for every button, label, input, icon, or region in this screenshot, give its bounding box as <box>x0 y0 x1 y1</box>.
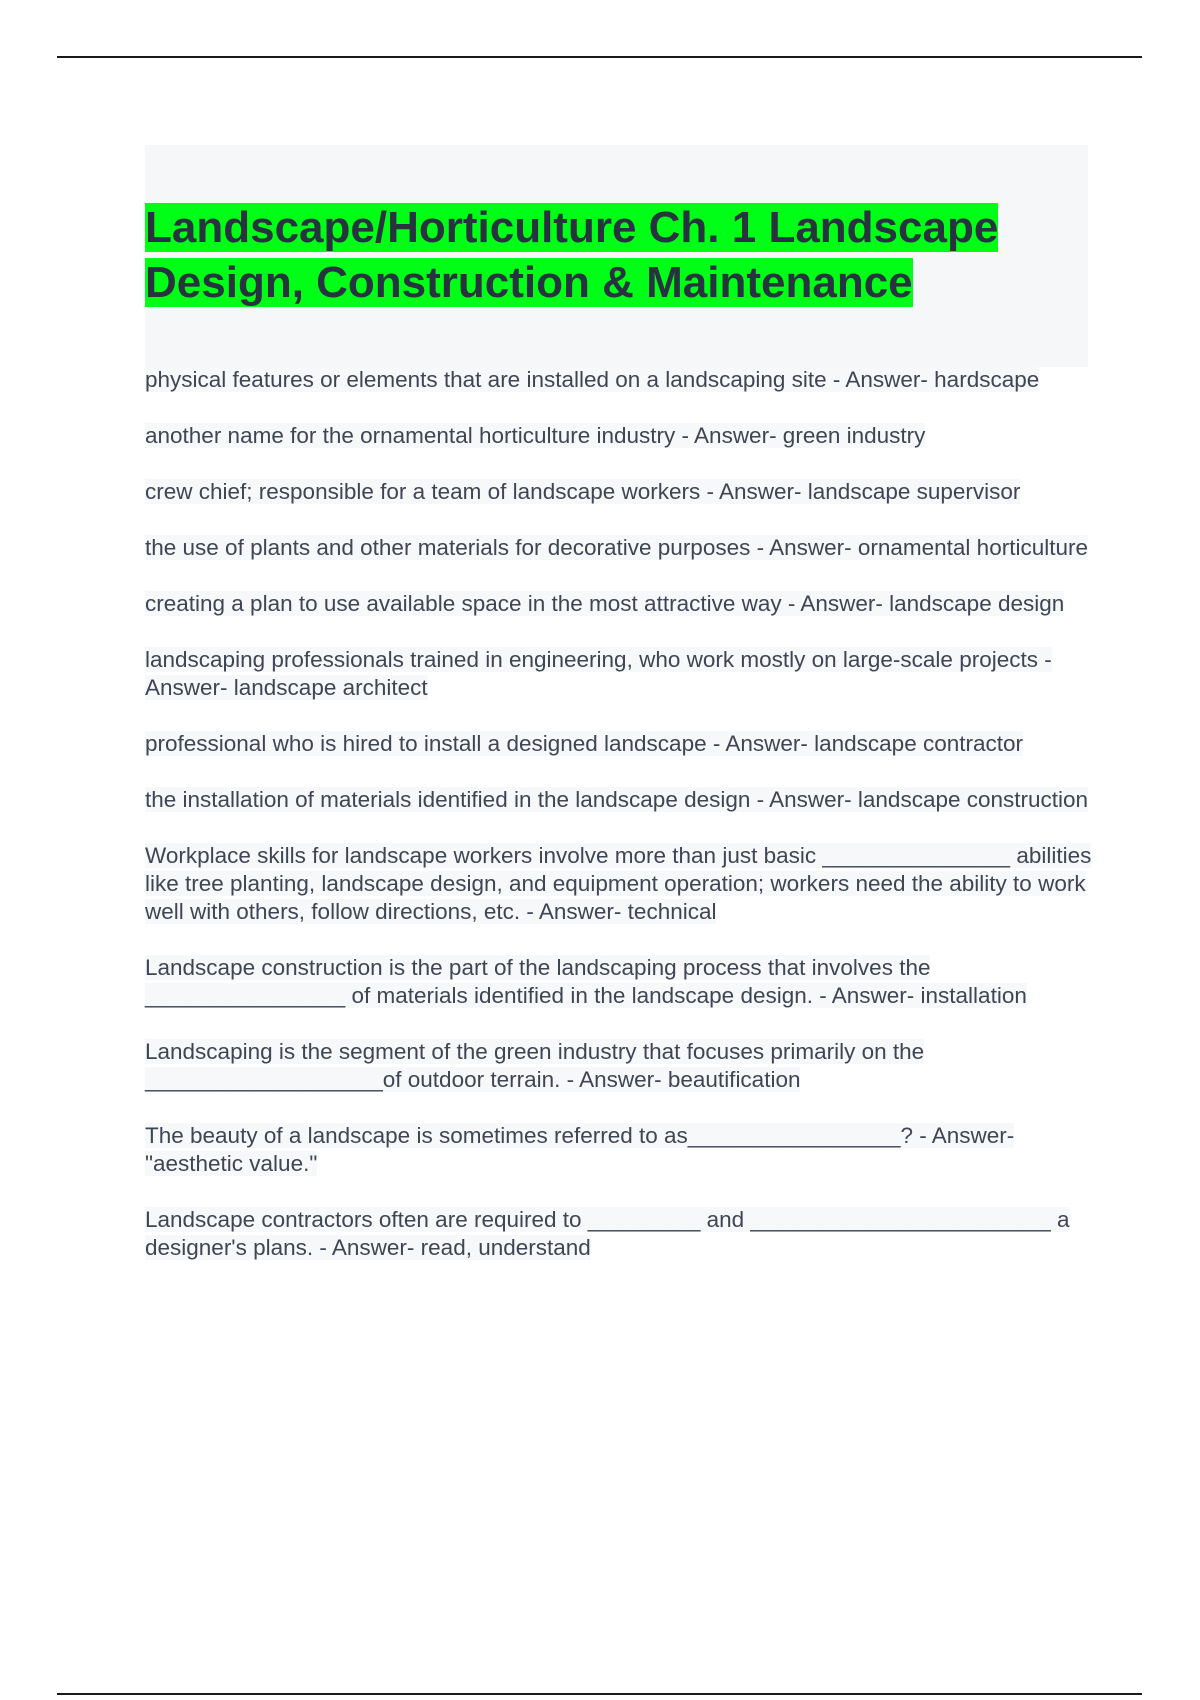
qa-item: Landscaping is the segment of the green industry that focuses primarily on the ___________________of outdoor terrain. - Answer- beautification <box>145 1039 925 1092</box>
qa-item: the use of plants and other materials for decorative purposes - Answer- ornamental horticulture <box>145 535 1088 560</box>
top-rule <box>57 56 1142 58</box>
document-title <box>145 200 1105 310</box>
qa-list <box>145 366 1100 1290</box>
qa-item: creating a plan to use available space in the most attractive way - Answer- landscape design <box>145 591 1065 616</box>
title-highlight: Landscape/Horticulture Ch. 1 Landscape Design, Construction & Maintenance <box>145 203 999 307</box>
qa-item: Landscape contractors often are required to _________ and ________________________ a designer's plans. - Answer- read, understand <box>145 1207 1070 1260</box>
bottom-rule <box>57 1693 1142 1695</box>
qa-item: professional who is hired to install a designed landscape - Answer- landscape contractor <box>145 731 1023 756</box>
qa-item: landscaping professionals trained in engineering, who work mostly on large-scale projects - Answer- landscape architect <box>145 647 1052 700</box>
qa-item: the installation of materials identified in the landscape design - Answer- landscape construction <box>145 787 1089 812</box>
qa-item: another name for the ornamental horticulture industry - Answer- green industry <box>145 423 926 448</box>
qa-item: Landscape construction is the part of the landscaping process that involves the ________________ of materials identified in the landscape design. - Answer- installation <box>145 955 1027 1008</box>
qa-item: The beauty of a landscape is sometimes referred to as_________________? - Answer- "aesthetic value." <box>145 1123 1015 1176</box>
qa-item: crew chief; responsible for a team of landscape workers - Answer- landscape supervisor <box>145 479 1021 504</box>
qa-item: Workplace skills for landscape workers involve more than just basic _______________ abilities like tree planting, landscape design, and equipment operation; workers need the ability to work well with others, follow directions, etc. - Answer- technical <box>145 843 1092 924</box>
qa-item: physical features or elements that are installed on a landscaping site - Answer- hardscape <box>145 367 1040 392</box>
